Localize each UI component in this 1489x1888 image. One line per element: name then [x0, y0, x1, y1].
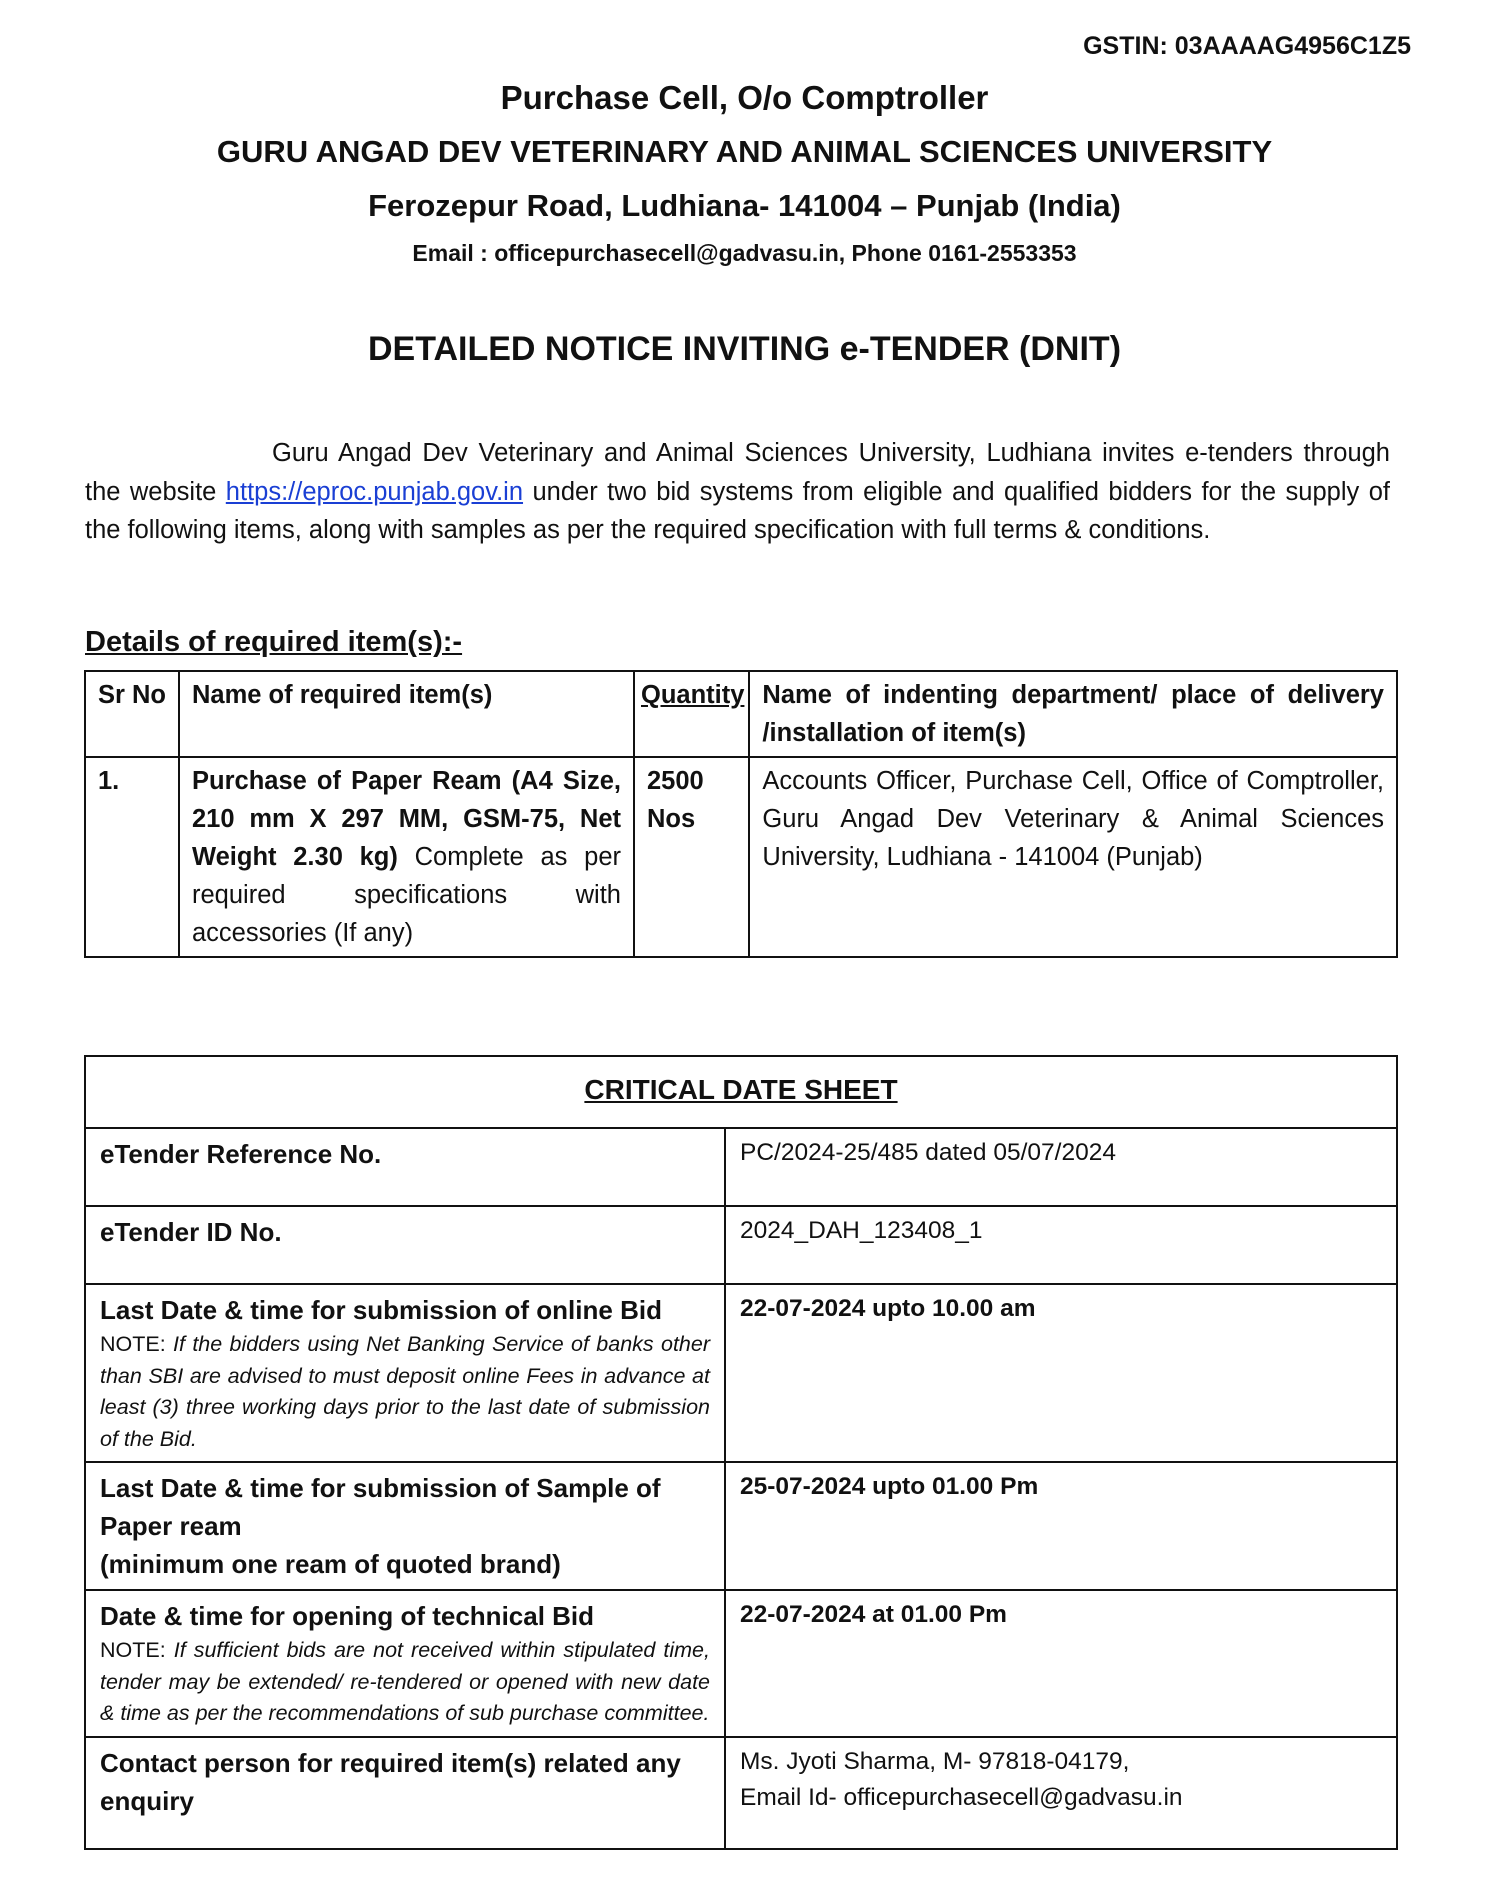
note-text: If sufficient bids are not received within stipulated time, tender may be extended/ re-tendered or opened with new date & time as per the recommendations of sub purchase committee. [100, 1638, 710, 1725]
intro-text-end: under two bid systems from eligible and qualified bidders for the supply of the following items, along with samples as per the required specification with full terms & conditions. [85, 477, 1390, 544]
items-table [84, 670, 1398, 958]
cds-label-cell [85, 1462, 725, 1590]
cds-label: eTender Reference No. [85, 1128, 725, 1206]
document-title: DETAILED NOTICE INVITING e-TENDER (DNIT) [367, 330, 1122, 368]
cds-row-technical-bid [85, 1590, 1397, 1737]
cds-row-online-bid [85, 1284, 1397, 1462]
cds-value-cell [725, 1737, 1397, 1849]
cds-label-sub: (minimum one ream of quoted brand) [100, 1549, 561, 1579]
contact-email: Email Id- officepurchasecell@gadvasu.in [740, 1783, 1183, 1811]
cds-label-cell [85, 1284, 725, 1462]
gstin-number: GSTIN: 03AAAAG4956C1Z5 [1083, 32, 1411, 60]
cds-label: Date & time for opening of technical Bid [100, 1601, 595, 1631]
cds-value: PC/2024-25/485 dated 05/07/2024 [725, 1128, 1397, 1206]
contact-person: Ms. Jyoti Sharma, M- 97818-04179, [740, 1747, 1130, 1775]
item-quantity: 2500 Nos [634, 757, 749, 957]
note-key: NOTE: [100, 1638, 166, 1662]
cds-row-tender-id [85, 1206, 1397, 1284]
cds-heading-row [85, 1056, 1397, 1128]
table-row [85, 757, 1397, 957]
item-description [179, 757, 634, 957]
header-department: Name of indenting department/ place of delivery /installation of item(s) [749, 671, 1397, 757]
intro-paragraph [85, 434, 1390, 550]
cds-value: 22-07-2024 upto 10.00 am [725, 1284, 1397, 1462]
cds-label: Contact person for required item(s) related any enquiry [85, 1737, 725, 1849]
cds-value: 2024_DAH_123408_1 [725, 1206, 1397, 1284]
cds-value: 25-07-2024 upto 01.00 Pm [725, 1462, 1397, 1590]
cds-label-cell [85, 1590, 725, 1737]
cds-row-reference [85, 1128, 1397, 1206]
cds-note [100, 1635, 710, 1730]
note-key: NOTE: [100, 1332, 166, 1356]
note-text: If the bidders using Net Banking Service of banks other than SBI are advised to must deposit online Fees in advance at least (3) three working days prior to the last date of submission of the Bid. [100, 1332, 710, 1451]
items-table-header-row [85, 671, 1397, 757]
cds-label: Last Date & time for submission of Sample of Paper ream [100, 1473, 661, 1541]
header-quantity: Quantity [634, 671, 749, 757]
cds-value: 22-07-2024 at 01.00 Pm [725, 1590, 1397, 1737]
header-sr-no: Sr No [85, 671, 179, 757]
letterhead [0, 72, 1489, 274]
item-description-bold: Purchase of Paper Ream (A4 Size, 210 mm X 297 MM, GSM-75, Net Weight 2.30 kg) [192, 767, 621, 871]
cds-row-contact [85, 1737, 1397, 1849]
university-name: GURU ANGAD DEV VETERINARY AND ANIMAL SCIENCES UNIVERSITY [216, 134, 1273, 169]
cds-row-sample [85, 1462, 1397, 1590]
intro-text-start: Guru Angad Dev Veterinary and Animal Sciences University, Ludhiana invites e-tenders through the website [85, 439, 1390, 506]
cds-label: Last Date & time for submission of online Bid [100, 1295, 662, 1325]
university-address: Ferozepur Road, Ludhiana- 141004 – Punjab (India) [368, 188, 1121, 223]
cds-heading: CRITICAL DATE SHEET [85, 1056, 1397, 1128]
eproc-link[interactable]: https://eproc.punjab.gov.in [225, 477, 524, 506]
cds-note [100, 1329, 710, 1455]
critical-date-sheet [84, 1055, 1398, 1850]
contact-line: Email : officepurchasecell@gadvasu.in, Phone 0161-2553353 [412, 240, 1077, 266]
item-description-rest: Complete as per required specifications with accessories (If any) [192, 843, 621, 947]
item-sr: 1. [85, 757, 179, 957]
header-item-name: Name of required item(s) [179, 671, 634, 757]
office-name: Purchase Cell, O/o Comptroller [500, 79, 989, 116]
details-heading: Details of required item(s):- [85, 626, 463, 658]
item-department: Accounts Officer, Purchase Cell, Office of Comptroller, Guru Angad Dev Veterinary & Animal Sciences University, Ludhiana - 141004 (Punjab) [749, 757, 1397, 957]
cds-label: eTender ID No. [85, 1206, 725, 1284]
